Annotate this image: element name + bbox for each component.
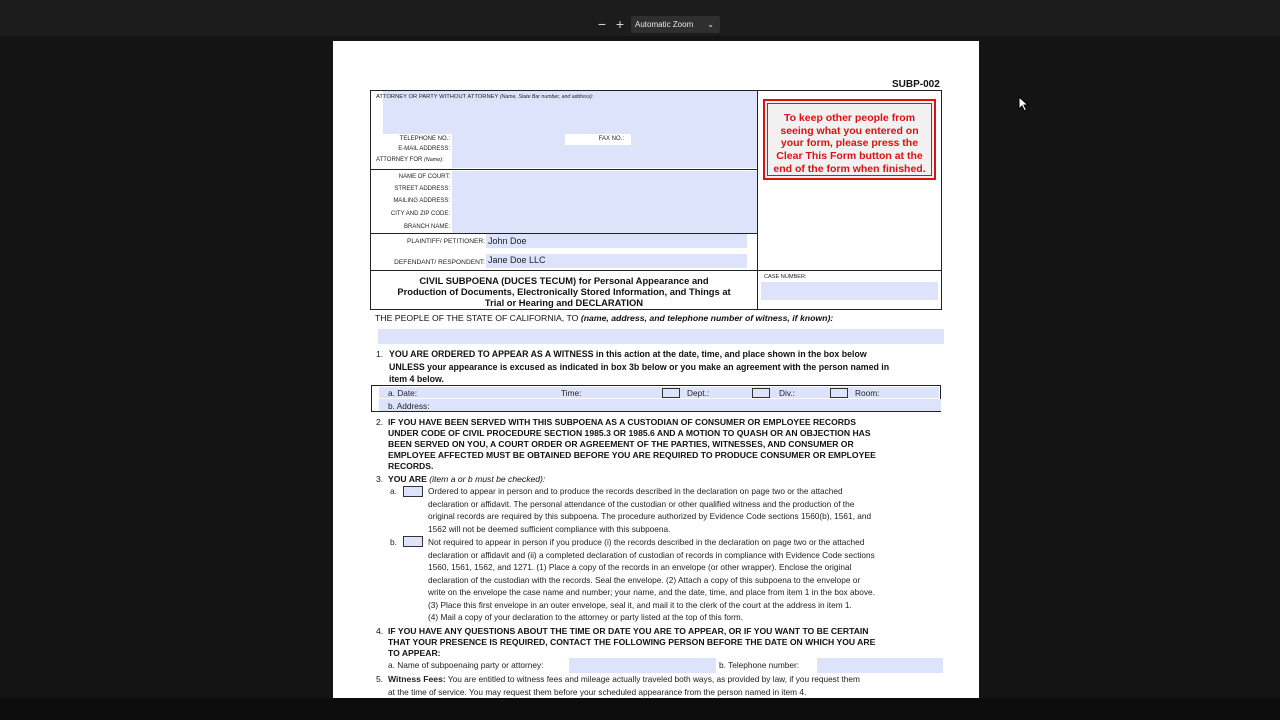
divider (941, 90, 942, 310)
item4-name-label: a. Name of subpoenaing party or attorney: (388, 660, 544, 670)
viewer-toolbar (0, 0, 1280, 36)
mailing-label: MAILING ADDRESS: (393, 198, 450, 204)
div-checkbox[interactable] (830, 388, 848, 398)
branch-field[interactable] (452, 221, 757, 233)
warning-text: To keep other people from seeing what you entered on your form, please press the Clear This Form button at the end of the form when finished. (767, 103, 932, 176)
email-label: E-MAIL ADDRESS: (398, 146, 450, 152)
plaintiff-label: PLAINTIFF/ PETITIONER: (406, 238, 485, 245)
people-line: THE PEOPLE OF THE STATE OF CALIFORNIA, TO (name, address, and telephone number of witness, if known): (375, 313, 834, 323)
form-title-line: Production of Documents, Electronically Stored Information, and Things at (397, 286, 731, 297)
street-field[interactable] (452, 183, 757, 195)
clear-form-warning (763, 99, 936, 180)
form-title-line: Trial or Hearing and DECLARATION (484, 297, 644, 308)
defendant-value: Jane Doe LLC (488, 255, 546, 265)
telephone-label: TELEPHONE NO.: (399, 136, 450, 142)
item5-number: 5. (376, 674, 384, 684)
item4-number: 4. (376, 626, 384, 636)
div-label: Div.: (779, 388, 795, 398)
attorney-for-label: ATTORNEY FOR (Name): (376, 157, 444, 163)
subpoenaing-party-field[interactable] (569, 658, 716, 673)
zoom-value: Automatic Zoom (635, 20, 694, 29)
form-title (372, 275, 756, 308)
city-label: CITY AND ZIP CODE: (390, 211, 450, 217)
item1-number: 1. (376, 349, 384, 359)
telephone-field[interactable] (452, 134, 565, 145)
zoom-out-button[interactable]: − (597, 16, 607, 32)
street-label: STREET ADDRESS: (394, 186, 450, 192)
mailing-field[interactable] (452, 195, 757, 208)
divider (757, 90, 758, 310)
option-a-label: a. (390, 486, 397, 496)
time-label: Time: (561, 388, 582, 398)
option-b-text: Not required to appear in person if you produce (i) the records described in the declaration on page two or the attached declaration or affidavit and (ii) a completed declaration of custodian of records in compliance with Evidence Code sections 1560, 1561, 1562, and 1271. (1) Place a copy of the records in an envelope (or other wrapper). Enclose the original declaration of the custodian with the records. Seal the envelope. (2) Attach a copy of this subpoena to the envelope or write on the envelope the case name and number; your name, and the date, time, and place from item 1 in the box above. (3) Place this first envelope in an outer envelope, seal it, and mail it to the clerk of the court at the address in item 1. (4) Mail a copy of your declaration to the attorney or party listed at the top of this form. (428, 537, 875, 622)
item4-text: IF YOU HAVE ANY QUESTIONS ABOUT THE TIME OR DATE YOU ARE TO APPEAR, OR IF YOU WANT TO BE CERTAIN THAT YOUR PRESENCE IS REQUIRED, CONTACT THE FOLLOWING PERSON BEFORE THE DATE ON WHICH YOU ARE TO APPEAR: (388, 626, 876, 658)
chevron-down-icon: ⌄ (707, 20, 714, 29)
room-label: Room: (855, 388, 880, 398)
plaintiff-value: John Doe (488, 236, 527, 246)
zoom-select[interactable] (631, 16, 720, 33)
option-a-checkbox[interactable] (403, 486, 423, 497)
item4-phone-label: b. Telephone number: (719, 660, 800, 670)
fax-label: FAX NO.: (598, 136, 624, 142)
branch-label: BRANCH NAME: (403, 224, 450, 230)
item1-text: YOU ARE ORDERED TO APPEAR AS A WITNESS in this action at the date, time, and place shown in the box below UNLESS your appearance is excused as indicated in box 3b below or you make an agreement with the person named in item 4 below. (389, 349, 890, 384)
item2-text: IF YOU HAVE BEEN SERVED WITH THIS SUBPOENA AS A CUSTODIAN OF CONSUMER OR EMPLOYEE RECORDS UNDER CODE OF CIVIL PROCEDURE SECTION 1985.3 OR 1985.6 AND A MOTION TO QUASH OR AN OBJECTION HAS BEEN SERVED ON YOU, A COURT ORDER OR AGREEMENT OF THE PARTIES, WITNESSES, AND CONSUMER OR EMPLOYEE AFFECTED MUST BE OBTAINED BEFORE YOU ARE REQUIRED TO PRODUCE CONSUMER OR EMPLOYEE RECORDS. (388, 417, 876, 471)
divider (370, 90, 371, 310)
option-b-checkbox[interactable] (403, 536, 423, 547)
witness-field[interactable] (378, 329, 944, 344)
case-number-label: CASE NUMBER: (764, 274, 807, 280)
court-name-field[interactable] (452, 171, 757, 183)
subpoenaing-phone-field[interactable] (817, 658, 943, 673)
date-label: a. Date: (388, 388, 418, 398)
item2-number: 2. (376, 417, 384, 427)
defendant-field[interactable] (486, 254, 747, 268)
dept-label: Dept.: (687, 388, 710, 398)
divider (370, 169, 758, 170)
email-field[interactable] (452, 145, 757, 156)
court-name-label: NAME OF COURT: (398, 174, 450, 180)
time-checkbox[interactable] (662, 388, 680, 398)
mouse-cursor-icon (1018, 96, 1030, 112)
item3-heading: YOU ARE (item a or b must be checked): (388, 474, 546, 484)
address-label: b. Address: (388, 401, 430, 411)
form-title-line: CIVIL SUBPOENA (DUCES TECUM) for Personal Appearance and (419, 275, 709, 286)
address-row-field[interactable] (379, 399, 941, 411)
form-code: SUBP-002 (892, 79, 940, 90)
attorney-for-field[interactable] (452, 156, 757, 168)
divider (370, 309, 942, 310)
bottom-bar (0, 698, 1280, 720)
option-b-label: b. (390, 537, 397, 547)
plaintiff-field[interactable] (486, 234, 747, 248)
city-field[interactable] (452, 208, 757, 221)
dept-checkbox[interactable] (752, 388, 770, 398)
defendant-label: DEFENDANT/ RESPONDENT: (394, 259, 485, 266)
attorney-label: ATTORNEY OR PARTY WITHOUT ATTORNEY (Name, State Bar number, and address): (376, 94, 594, 100)
item5-text: Witness Fees: You are entitled to witness fees and mileage actually traveled both ways, as provided by law, if you request them at the time of service. You may request them before your scheduled appearance from the person named in item 4. (388, 674, 860, 697)
fax-field[interactable] (631, 134, 757, 145)
option-a-text: Ordered to appear in person and to produce the records described in the declaration on page two or the attached declaration or affidavit. The personal attendance of the custodian or other qualified witness and the production of the original records are required by this subpoena. The procedure authorized by Evidence Code sections 1560(b), 1561, and 1562 will not be deemed sufficient compliance with this subpoena. (428, 486, 872, 534)
zoom-in-button[interactable]: + (615, 16, 625, 32)
divider (370, 270, 942, 271)
item3-number: 3. (376, 474, 384, 484)
pdf-page (333, 41, 979, 698)
case-number-field[interactable] (761, 282, 938, 300)
